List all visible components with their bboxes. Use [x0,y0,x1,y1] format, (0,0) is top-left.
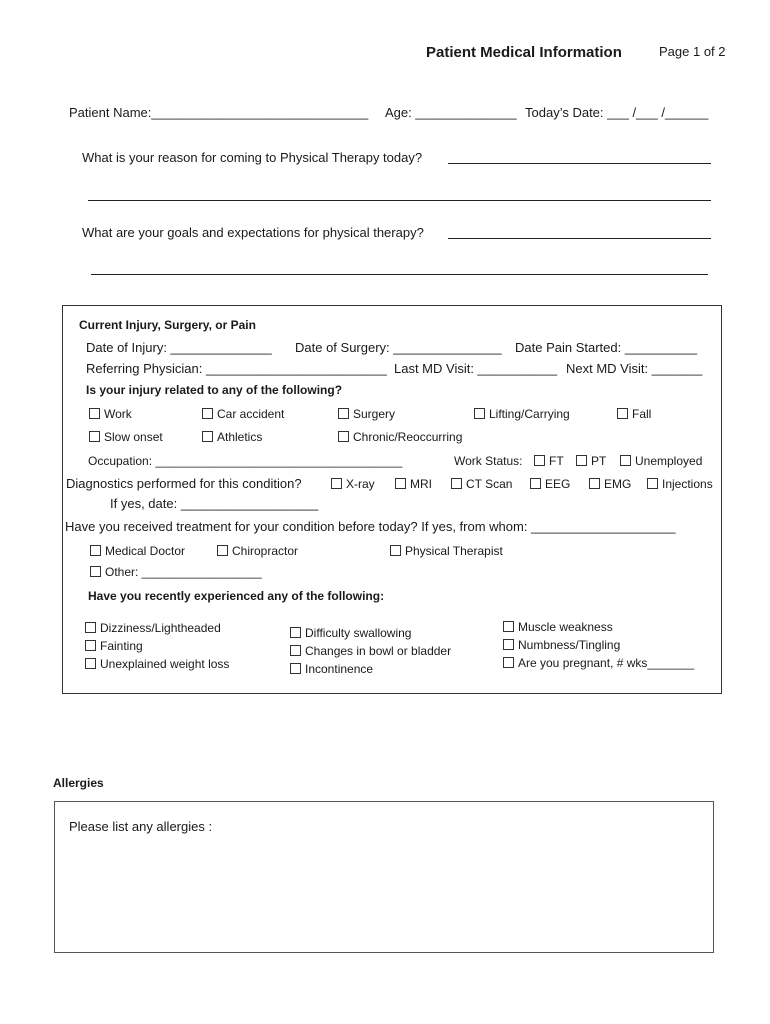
checkbox-icon[interactable] [647,478,658,489]
referring-physician-field[interactable]: Referring Physician: _________________________ [86,361,387,376]
date-pain-started-field[interactable]: Date Pain Started: __________ [515,340,698,355]
related-option-lifting[interactable]: Lifting/Carrying [474,407,570,421]
work-status-pt[interactable]: PT [576,454,606,468]
checkbox-icon[interactable] [620,455,631,466]
treatment-chiropractor[interactable]: Chiropractor [217,544,298,558]
checkbox-icon[interactable] [202,408,213,419]
experienced-dizziness[interactable]: Dizziness/Lightheaded [85,621,221,635]
if-yes-date-field[interactable]: If yes, date: ___________________ [110,496,319,511]
checkbox-icon[interactable] [534,455,545,466]
treatment-medical-doctor[interactable]: Medical Doctor [90,544,185,558]
goals-answer-line-2[interactable] [91,274,708,275]
date-of-surgery-field[interactable]: Date of Surgery: _______________ [295,340,502,355]
diagnostic-mri[interactable]: MRI [395,477,432,491]
reason-question: What is your reason for coming to Physical Therapy today? [82,150,423,165]
age-field[interactable]: Age: ______________ [385,105,517,120]
related-option-car-accident[interactable]: Car accident [202,407,284,421]
reason-answer-line[interactable] [448,163,711,164]
checkbox-icon[interactable] [290,627,301,638]
checkbox-icon[interactable] [89,431,100,442]
related-option-slow-onset[interactable]: Slow onset [89,430,163,444]
next-md-visit-field[interactable]: Next MD Visit: _______ [566,361,703,376]
experienced-incontinence[interactable]: Incontinence [290,662,373,676]
checkbox-icon[interactable] [576,455,587,466]
checkbox-icon[interactable] [503,621,514,632]
work-status-label: Work Status: [454,454,523,468]
related-option-athletics[interactable]: Athletics [202,430,262,444]
checkbox-icon[interactable] [617,408,628,419]
checkbox-icon[interactable] [451,478,462,489]
related-heading: Is your injury related to any of the following? [86,383,343,397]
checkbox-icon[interactable] [90,566,101,577]
diagnostic-injections[interactable]: Injections [647,477,713,491]
checkbox-icon[interactable] [395,478,406,489]
checkbox-icon[interactable] [90,545,101,556]
checkbox-icon[interactable] [290,645,301,656]
checkbox-icon[interactable] [503,639,514,650]
checkbox-icon[interactable] [85,622,96,633]
patient-name-field[interactable]: Patient Name:______________________________ [69,105,369,120]
checkbox-icon[interactable] [290,663,301,674]
last-md-visit-field[interactable]: Last MD Visit: ___________ [394,361,558,376]
goals-question: What are your goals and expectations for physical therapy? [82,225,424,240]
work-status-ft[interactable]: FT [534,454,564,468]
checkbox-icon[interactable] [503,657,514,668]
diagnostic-xray[interactable]: X-ray [331,477,375,491]
experienced-heading: Have you recently experienced any of the following: [88,589,385,603]
checkbox-icon[interactable] [338,408,349,419]
related-option-chronic[interactable]: Chronic/Reoccurring [338,430,462,444]
checkbox-icon[interactable] [530,478,541,489]
reason-answer-line-2[interactable] [88,200,711,201]
experienced-swallowing[interactable]: Difficulty swallowing [290,626,411,640]
date-of-injury-field[interactable]: Date of Injury: ______________ [86,340,272,355]
related-option-surgery[interactable]: Surgery [338,407,395,421]
diagnostic-ct-scan[interactable]: CT Scan [451,477,512,491]
checkbox-icon[interactable] [390,545,401,556]
diagnostic-emg[interactable]: EMG [589,477,631,491]
injury-section-title: Current Injury, Surgery, or Pain [79,318,256,332]
checkbox-icon[interactable] [589,478,600,489]
treatment-other[interactable]: Other: __________________ [90,565,262,579]
related-option-fall[interactable]: Fall [617,407,651,421]
checkbox-icon[interactable] [89,408,100,419]
page-number: Page 1 of 2 [659,44,726,59]
treatment-physical-therapist[interactable]: Physical Therapist [390,544,503,558]
related-option-work[interactable]: Work [89,407,132,421]
work-status-unemployed[interactable]: Unemployed [620,454,702,468]
checkbox-icon[interactable] [338,431,349,442]
experienced-fainting[interactable]: Fainting [85,639,143,653]
allergies-prompt: Please list any allergies : [69,819,213,834]
checkbox-icon[interactable] [202,431,213,442]
experienced-muscle-weakness[interactable]: Muscle weakness [503,620,613,634]
experienced-bowl-bladder[interactable]: Changes in bowl or bladder [290,644,451,658]
todays-date-field[interactable]: Today’s Date: ___ /___ /______ [525,105,709,120]
goals-answer-line[interactable] [448,238,711,239]
checkbox-icon[interactable] [85,640,96,651]
page-title: Patient Medical Information [426,44,622,61]
experienced-weight-loss[interactable]: Unexplained weight loss [85,657,229,671]
diagnostic-eeg[interactable]: EEG [530,477,570,491]
diagnostics-label: Diagnostics performed for this condition? [66,476,302,491]
experienced-pregnant[interactable]: Are you pregnant, # wks_______ [503,656,694,670]
occupation-field[interactable]: Occupation: _____________________________________ [88,454,403,468]
checkbox-icon[interactable] [331,478,342,489]
experienced-numbness[interactable]: Numbness/Tingling [503,638,620,652]
treatment-question[interactable]: Have you received treatment for your condition before today? If yes, from whom: ____________________ [65,519,676,534]
checkbox-icon[interactable] [474,408,485,419]
checkbox-icon[interactable] [217,545,228,556]
allergies-heading: Allergies [53,776,104,790]
checkbox-icon[interactable] [85,658,96,669]
